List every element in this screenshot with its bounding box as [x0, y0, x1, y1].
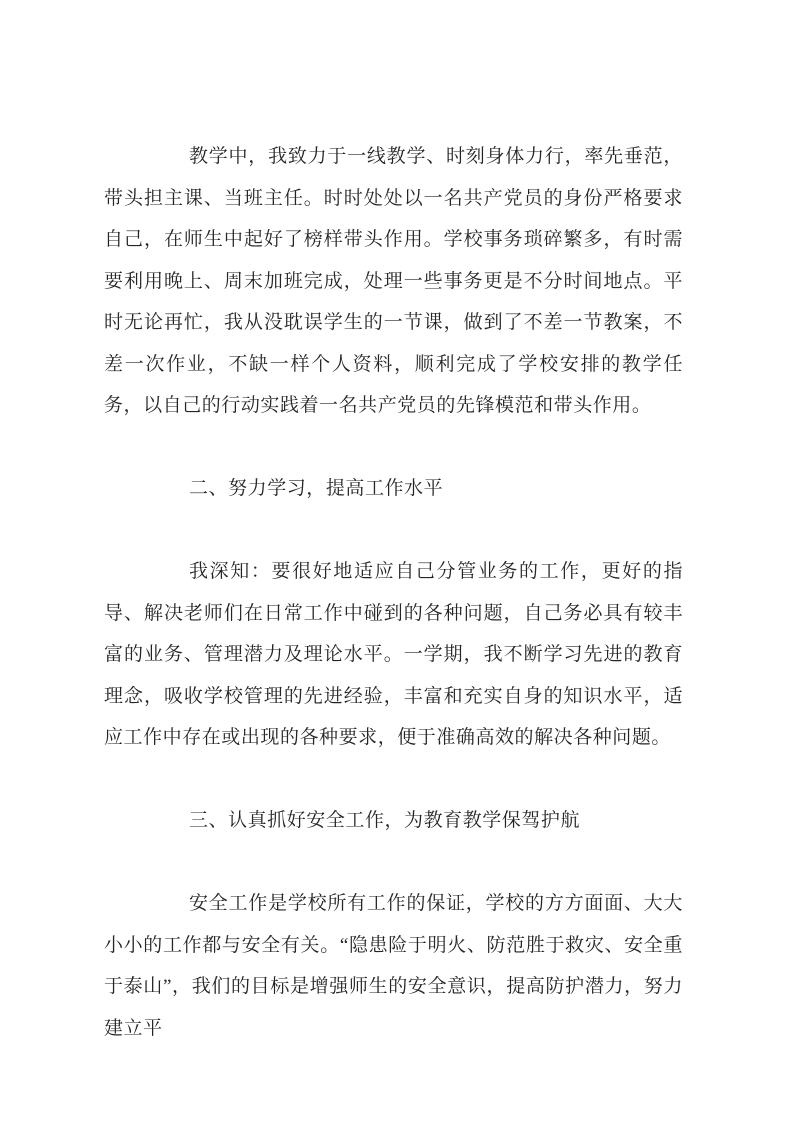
body-paragraph-safety: 安全工作是学校所有工作的保证，学校的方方面面、大大小小的工作都与安全有关。“隐患险于明火、防范胜于救灾、安全重于泰山”，我们的目标是增强师生的安全意识，提高防护潜力，努力建立平 — [104, 893, 683, 1039]
section-heading-3: 三、认真抓好安全工作，为教育教学保驾护航 — [189, 810, 581, 831]
body-paragraph-teaching: 教学中，我致力于一线教学、时刻身体力行，率先垂范，带头担主课、当班主任。时时处处以一名共产党员的身份严格要求自己，在师生中起好了榜样带头作用。学校事务琐碎繁多，有时需要利用晚上、周末加班完成，处理一些事务更是不分时间地点。平时无论再忙，我从没耽误学生的一节课，做到了不差一节教案，不差一次作业，不缺一样个人资料，顺利完成了学校安排的教学任务，以自己的行动实践着一名共产党员的先锋模范和带头作用。 — [104, 146, 683, 416]
body-paragraph-study: 我深知：要很好地适应自己分管业务的工作，更好的指导、解决老师们在日常工作中碰到的各种问题，自己务必具有较丰富的业务、管理潜力及理论水平。一学期，我不断学习先进的教育理念，吸收学校管理的先进经验，丰富和充实自身的知识水平，适应工作中存在或出现的各种要求，便于准确高效的解决各种问题。 — [104, 561, 683, 748]
section-heading-2: 二、努力学习，提高工作水平 — [189, 478, 444, 499]
